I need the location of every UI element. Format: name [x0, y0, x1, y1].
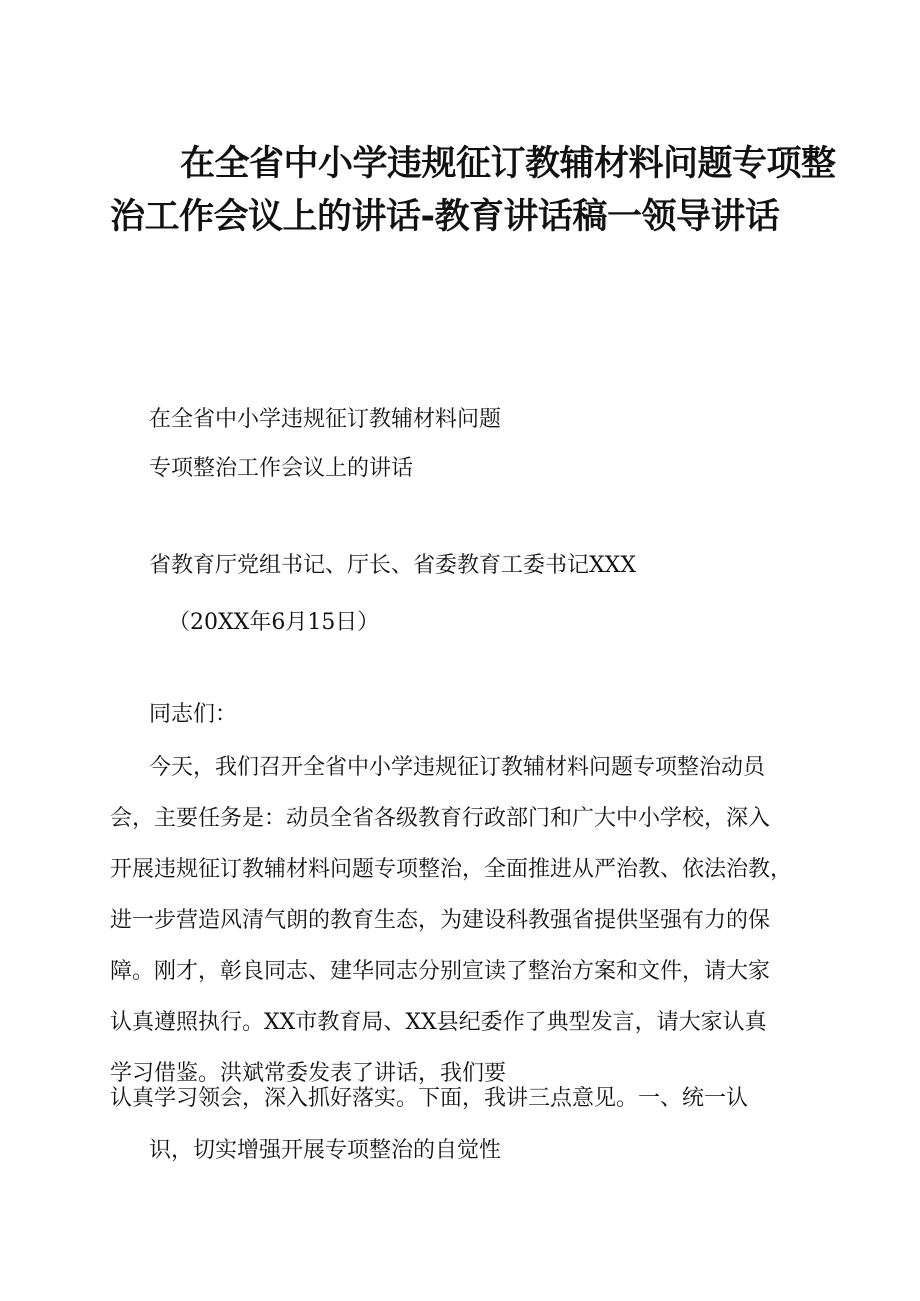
paragraph-line: 进一步营造风清气朗的教育生态，为建设科教强省提供坚强有力的保 — [110, 908, 771, 933]
paragraph-line: 会，主要任务是：动员全省各级教育行政部门和广大中小学校，深入 — [110, 806, 771, 831]
paragraph-line: 开展违规征订教辅材料问题专项整治，全面推进从严治教、依法治教， — [110, 857, 793, 882]
document-title — [110, 138, 836, 244]
paragraph-continuation-line: 认真学习领会，深入抓好落实。下面，我讲三点意见。一、统一认 — [110, 1086, 749, 1111]
speech-date: （20XX年6月15日） — [168, 610, 380, 635]
body-paragraph — [110, 742, 830, 1099]
greeting: 同志们： — [149, 702, 238, 727]
paragraph-line: 今天，我们召开全省中小学违规征订教辅材料问题专项整治动员 — [149, 755, 766, 780]
speaker-line: 省教育厅党组书记、厅长、省委教育工委书记XXX — [149, 553, 636, 578]
paragraph-line: 障。刚才，彰良同志、建华同志分别宣读了整治方案和文件，请大家 — [110, 959, 771, 984]
section-heading-continuation: 识，切实增强开展专项整治的自觉性 — [149, 1138, 502, 1163]
paragraph-line: 学习借鉴。洪斌常委发表了讲话，我们要 — [110, 1061, 507, 1086]
speech-subtitle-line-2: 专项整治工作会议上的讲话 — [149, 456, 414, 481]
title-line-1: 在全省中小学违规征订教辅材料问题专项整 — [180, 144, 836, 184]
paragraph-line: 认真遵照执行。XX市教育局、XX县纪委作了典型发言，请大家认真 — [110, 1010, 767, 1035]
speech-subtitle-line-1: 在全省中小学违规征订教辅材料问题 — [149, 407, 502, 432]
title-line-2: 治工作会议上的讲话-教育讲话稿一领导讲话 — [110, 197, 780, 237]
